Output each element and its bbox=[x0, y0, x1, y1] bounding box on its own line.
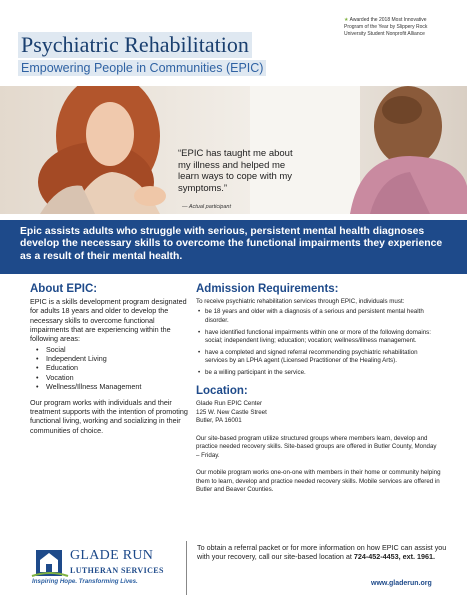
admission-intro: To receive psychiatric rehabilitation services through EPIC, individuals must: bbox=[196, 297, 405, 305]
about-intro: EPIC is a skills development program designated for adults 18 years and older to develop the necessary skills to overcome functional impairments that are experiencing within the following areas: bbox=[30, 296, 187, 344]
focus-areas-list bbox=[30, 345, 190, 392]
location-city: Butler, PA 16001 bbox=[196, 417, 242, 425]
page-subtitle: Empowering People in Communities (EPIC) bbox=[18, 60, 266, 76]
admission-heading: Admission Requirements: bbox=[196, 283, 339, 295]
quote-line-4: symptoms.” bbox=[178, 182, 228, 194]
list-item: • Social bbox=[30, 345, 190, 354]
logo-subtitle: LUTHERAN SERVICES bbox=[70, 566, 164, 575]
testimonial-quote bbox=[178, 148, 343, 194]
about-heading: About EPIC: bbox=[30, 283, 98, 295]
list-item: • be a willing participant in the service. bbox=[196, 369, 441, 378]
mission-banner-text: Epic assists adults who struggle with serious, persistent mental health diagnoses develop the necessary skills to overcome the functional impairments they experience as a result of their mental health. bbox=[20, 226, 443, 262]
admission-section bbox=[196, 282, 441, 495]
award-line-1: Awarded the 2018 Most Innovative bbox=[349, 17, 427, 23]
quote-attribution: — Actual participant bbox=[182, 204, 232, 210]
award-line-2: Program of the Year by Slippery Rock bbox=[344, 23, 428, 30]
location-address bbox=[196, 400, 441, 426]
location-street: 125 W. New Castle Street bbox=[196, 408, 267, 416]
list-item: • Independent Living bbox=[30, 354, 190, 363]
title-block bbox=[18, 32, 266, 77]
logo-name: GLADE RUN bbox=[70, 548, 154, 563]
location-heading: Location: bbox=[196, 385, 248, 398]
phone-number[interactable]: 724-452-4453, ext. 1961. bbox=[353, 552, 435, 562]
list-item: • have a completed and signed referral recommending psychiatric rehabilitation services by an LPHA agent (Licensed Practitioner of the Healing Arts). bbox=[196, 349, 441, 366]
logo-tagline: Inspiring Hope. Transforming Lives. bbox=[32, 578, 138, 585]
location-name: Glade Run EPIC Center bbox=[196, 400, 263, 408]
list-item: • Education bbox=[30, 363, 190, 372]
requirements-list bbox=[196, 308, 441, 377]
contact-text: To obtain a referral packet or for more information on how EPIC can assist you with your recovery, call our site-based location at bbox=[197, 543, 447, 562]
website-link[interactable]: www.gladerun.org bbox=[371, 580, 432, 587]
quote-line-3: learn ways to cope with my bbox=[178, 171, 293, 183]
page-title: Psychiatric Rehabilitation bbox=[18, 32, 252, 58]
quote-line-1: “EPIC has taught me about bbox=[178, 148, 293, 159]
contact-info bbox=[197, 543, 447, 562]
about-section bbox=[30, 282, 190, 435]
award-note bbox=[344, 17, 462, 37]
award-line-3: University Student Nonprofit Alliance bbox=[344, 30, 425, 37]
list-item: • have identified functional impairments within one or more of the following domains: social; independent living; education; vocation; wellness/illness management. bbox=[196, 329, 441, 346]
site-based-description: Our site-based program utilize structured groups where members learn, develop and practice needed recovery skills. Site-based groups are offered in Butler County, Monday – Friday. bbox=[196, 434, 437, 459]
about-closing: Our program works with individuals and their treatment supports with the intention of promoting functional living, working and socializing in their communities of choice. bbox=[30, 397, 188, 435]
mobile-description: Our mobile program works one-on-one with members in their home or community helping them to learn, develop and practice needed recovery skills. Mobile services are offered in Butler and Beaver Counties. bbox=[196, 469, 441, 494]
quote-line-2: my illness and helped me bbox=[178, 159, 286, 171]
star-icon: ★ bbox=[344, 17, 349, 23]
list-item: • be 18 years and older with a diagnosis of a serious and persistent mental health disorder. bbox=[196, 308, 441, 325]
list-item: • Vocation bbox=[30, 373, 190, 382]
list-item: • Wellness/Illness Management bbox=[30, 382, 190, 391]
footer-divider bbox=[186, 541, 187, 595]
